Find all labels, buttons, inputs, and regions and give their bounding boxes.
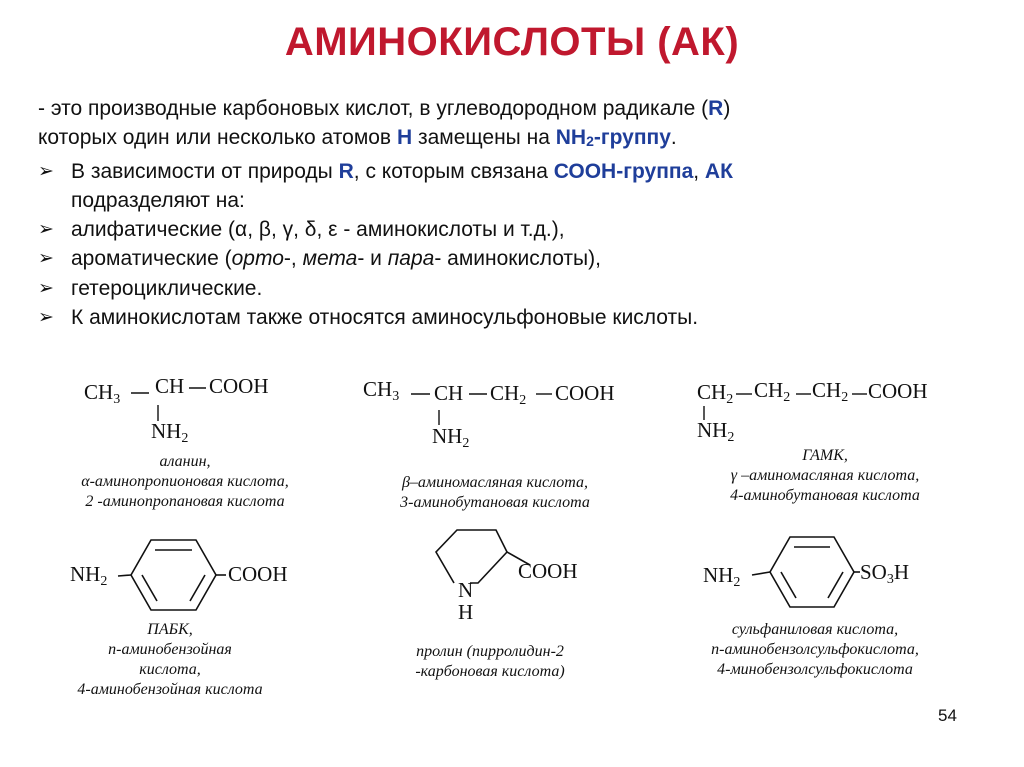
svg-text:COOH: COOH	[868, 379, 928, 403]
caption-line: кислота,	[139, 661, 201, 678]
svg-text:COOH: COOH	[518, 559, 578, 583]
caption-line: γ –аминомасляная кислота,	[730, 467, 920, 484]
svg-text:COOH: COOH	[209, 374, 269, 398]
caption-gaba	[670, 446, 980, 506]
caption-line: -карбоновая кислота)	[415, 663, 565, 680]
caption-line: ГАМК,	[802, 447, 848, 464]
text: NH	[555, 126, 587, 150]
caption-alanine	[30, 452, 340, 512]
caption-beta-aminobutyric	[345, 473, 645, 513]
caption-paba	[20, 620, 320, 700]
svg-text:COOH: COOH	[555, 381, 615, 405]
caption-line: 3-аминобутановая кислота	[400, 494, 590, 511]
page-number: 54	[938, 706, 957, 725]
text: )	[723, 97, 731, 120]
svg-text:NH2: NH2	[432, 424, 470, 451]
text: - и	[357, 247, 388, 271]
caption-line: пролин (пирролидин-2	[416, 643, 564, 660]
svg-text:SO3H: SO3H	[860, 560, 910, 587]
svg-text:CH3: CH3	[363, 377, 400, 404]
svg-text:CH3: CH3	[84, 380, 121, 407]
text: пара	[387, 247, 435, 271]
radical-r: R	[338, 159, 354, 183]
caption-line: 4-аминобутановая кислота	[730, 487, 920, 504]
cooh-group: СООН-группа	[553, 159, 694, 183]
svg-text:NH2: NH2	[703, 563, 741, 590]
text: ароматические (	[71, 247, 232, 271]
gaba-formula	[697, 378, 928, 445]
svg-text:CH: CH	[155, 374, 185, 398]
text: алифатические (α, β, γ, δ, ε - аминокислоты и т.д.),	[71, 218, 565, 242]
text: мета	[302, 247, 358, 271]
svg-text:CH2: CH2	[754, 378, 791, 405]
text: которых один или несколько атомов	[38, 126, 397, 150]
text: гетероциклические.	[71, 276, 263, 300]
svg-text:CH2: CH2	[490, 381, 527, 408]
svg-text:CH2: CH2	[812, 378, 849, 405]
slide-title: АМИНОКИСЛОТЫ (АК)	[284, 20, 740, 64]
text: - это производные карбоновых кислот, в углеводородном радикале (	[38, 97, 709, 120]
sulfanilic-structure	[703, 537, 909, 607]
arrow-bullet-icon: ➢	[38, 160, 54, 182]
text: подразделяют на:	[71, 188, 245, 212]
caption-line: п-аминобензолсульфокислота,	[711, 641, 919, 658]
caption-sulfanilic	[650, 620, 980, 680]
hydrogen-h: Н	[396, 126, 413, 150]
arrow-bullet-icon: ➢	[38, 277, 54, 299]
svg-text:COOH: COOH	[228, 562, 288, 586]
text: В зависимости от природы	[71, 159, 339, 183]
arrow-bullet-icon: ➢	[38, 307, 54, 329]
beta-aminobutyric-formula	[363, 377, 615, 451]
alanine-formula	[84, 374, 269, 446]
caption-line: ПАБК,	[147, 621, 193, 638]
caption-line: 4-минобензолсульфокислота	[717, 661, 913, 678]
text: орто	[231, 247, 284, 271]
text: .	[670, 126, 677, 150]
svg-text:NH2: NH2	[151, 419, 189, 446]
caption-line: аланин,	[159, 453, 211, 470]
svg-text:CH2: CH2	[697, 380, 734, 407]
arrow-bullet-icon: ➢	[38, 219, 54, 241]
caption-line: сульфаниловая кислота,	[731, 621, 899, 638]
caption-proline	[340, 642, 640, 682]
caption-line: 2 -аминопропановая кислота	[85, 493, 285, 510]
arrow-bullet-icon: ➢	[38, 248, 54, 270]
ak-abbr: АК	[704, 159, 733, 183]
svg-text:H: H	[458, 600, 474, 624]
svg-text:N: N	[458, 578, 474, 602]
caption-line: п-аминобензойная	[108, 641, 232, 658]
text: -группу	[593, 126, 671, 150]
caption-line: β–аминомасляная кислота,	[401, 474, 589, 491]
svg-text:NH2: NH2	[697, 418, 735, 445]
text: К аминокислотам также относятся аминосульфоновые кислоты.	[71, 306, 699, 330]
text: замещены на	[412, 126, 556, 150]
radical-r: R	[708, 97, 724, 120]
subscript: 2	[586, 133, 594, 150]
text: - аминокислоты),	[434, 247, 601, 271]
svg-text:CH: CH	[434, 381, 464, 405]
paba-structure	[70, 540, 288, 610]
proline-structure	[436, 530, 578, 624]
svg-text:NH2: NH2	[70, 562, 108, 589]
text: ,	[693, 159, 705, 183]
text: , с которым связана	[353, 159, 554, 183]
text: -,	[283, 247, 303, 271]
caption-line: 4-аминобензойная кислота	[77, 681, 263, 698]
caption-line: α-аминопропионовая кислота,	[81, 473, 289, 490]
